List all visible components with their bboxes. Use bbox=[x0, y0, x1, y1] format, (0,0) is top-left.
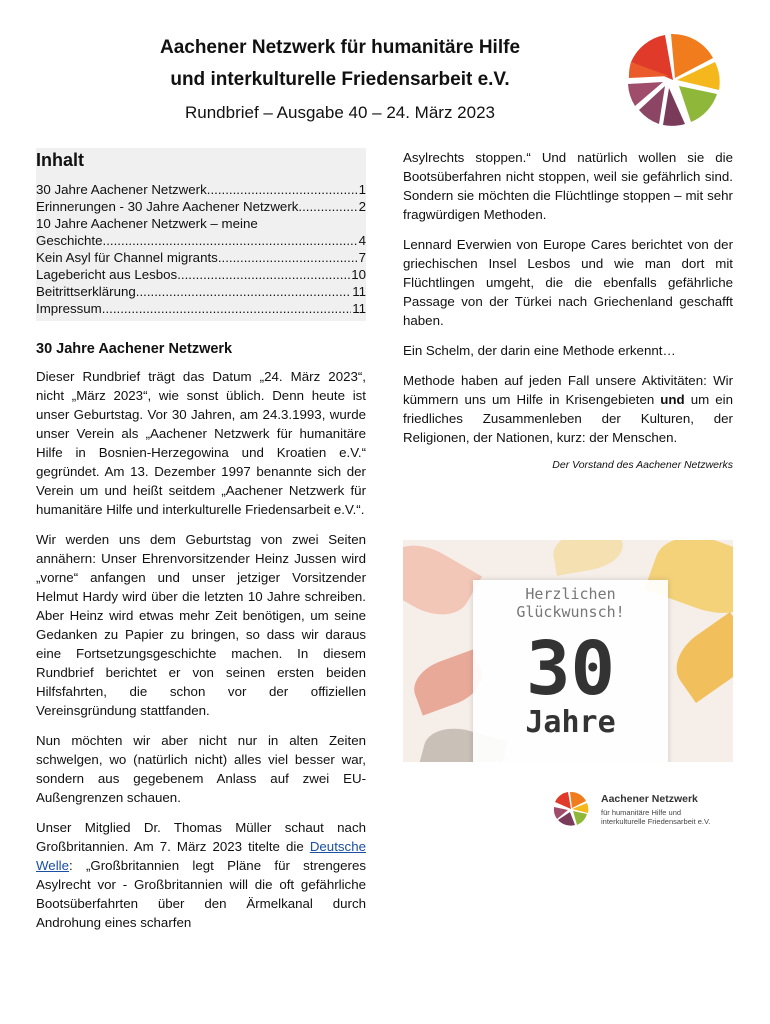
toc-entry-page: 2 bbox=[358, 199, 366, 214]
paragraph-text: : „Großbritannien legt Pläne für strengeres Asylrecht vor - Großbritannien will die oft gefährliche Bootsüberfahrten über den Ärmelkanal durch Androhung eines scharfen bbox=[36, 858, 366, 930]
toc-entry-label: Kein Asyl für Channel migrants bbox=[36, 250, 218, 265]
toc-entry-label: Beitrittserklärung bbox=[36, 284, 136, 299]
toc-entry-page: 10 bbox=[351, 267, 366, 282]
decorative-leaf bbox=[664, 612, 733, 703]
article-paragraph: Asylrechts stoppen.“ Und natürlich wollen sie die Bootsüberfahren nicht stoppen, weil sie gefährlich sind. Sondern sie möchten die Flüchtlinge stoppen – mit sehr fragwürdigen Methoden. bbox=[403, 150, 733, 222]
toc-entry[interactable] bbox=[36, 283, 366, 300]
table-of-contents bbox=[36, 148, 366, 321]
toc-entry-page: 11 bbox=[352, 284, 366, 299]
toc-heading: Inhalt bbox=[36, 150, 84, 170]
article-paragraph: Ein Schelm, der darin eine Methode erkennt… bbox=[403, 343, 676, 358]
card-org-subtitle bbox=[601, 808, 710, 826]
article-paragraph: Nun möchten wir aber nicht nur in alten Zeiten schwelgen, wo (natürlich nicht) alles viel besser war, sondern aus gegebenem Anlass auf zwei EU-Außengrenzen schauen. bbox=[36, 733, 366, 805]
toc-entry-page: 4 bbox=[358, 233, 366, 248]
toc-entry[interactable] bbox=[36, 249, 366, 266]
document-title-line2: und interkulturelle Friedensarbeit e.V. bbox=[170, 69, 510, 90]
article-right-column bbox=[403, 148, 733, 475]
toc-entry[interactable] bbox=[36, 198, 366, 215]
organization-logo bbox=[618, 30, 728, 130]
deutsche-welle-link[interactable]: Deutsche Welle bbox=[36, 839, 366, 873]
paragraph-text: Unser Mitglied Dr. Thomas Müller schaut nach Großbritannien. Am 7. März 2023 titelte die bbox=[36, 820, 366, 854]
toc-entry-label: Impressum bbox=[36, 301, 102, 316]
toc-entry-page: 1 bbox=[358, 182, 366, 197]
article-paragraph bbox=[36, 818, 366, 932]
paragraph-text: Methode haben auf jeden Fall unsere Aktivitäten: Wir kümmern uns um Hilfe in Krisengebieten bbox=[403, 373, 733, 407]
toc-entry-label: Erinnerungen - 30 Jahre Aachener Netzwerk bbox=[36, 199, 299, 214]
article-heading: 30 Jahre Aachener Netzwerk bbox=[36, 341, 233, 357]
card-org-sub-line2: interkulturelle Friedensarbeit e.V. bbox=[601, 817, 711, 826]
emphasis-text: und bbox=[660, 392, 685, 407]
card-number: 30 bbox=[525, 626, 616, 712]
toc-entry-label: Lagebericht aus Lesbos bbox=[36, 267, 178, 282]
toc-entry-page: 7 bbox=[358, 250, 366, 265]
toc-entry[interactable] bbox=[36, 266, 366, 283]
document-title-line1: Aachener Netzwerk für humanitäre Hilfe bbox=[159, 37, 521, 58]
card-org-sub-line1: für humanitäre Hilfe und bbox=[601, 808, 682, 817]
card-greeting: Herzlichen Glückwunsch! bbox=[516, 585, 625, 621]
signature: Der Vorstand des Aachener Netzwerks bbox=[552, 459, 733, 471]
small-logo-icon bbox=[551, 790, 591, 828]
article-left-column bbox=[36, 340, 366, 943]
toc-entry-label[interactable]: 10 Jahre Aachener Netzwerk – meine bbox=[36, 216, 258, 231]
article-paragraph: Dieser Rundbrief trägt das Datum „24. März 2023“, nicht „März 2023“, wie sonst üblich. Denn heute ist unser Geburtstag. Vor 30 Jahren, am 24.3.1993, wurde unser Verein als „Aachener Netzwerk für humanitäre Hilfe in Bosnien-Herzegowina und Kroatien e.V.“ gegründet. Am 13. Dezember 1997 benannte sich der Verein um und heißt seitdem „Aachener Netzwerk für humanitäre Hilfe und interkulturelle Friedensarbeit e.V.“. bbox=[36, 369, 366, 517]
article-paragraph bbox=[403, 371, 733, 447]
toc-entry[interactable] bbox=[36, 232, 366, 249]
toc-entry[interactable] bbox=[36, 300, 366, 317]
article-paragraph: Lennard Everwien von Europe Cares berichtet von der griechischen Insel Lesbos und wie man dort mit Flüchtlingen umgeht, die die ebenfalls gefährliche Passage von der Türkei nach Griechenland geschafft haben. bbox=[403, 237, 733, 328]
card-unit: Jahre bbox=[525, 705, 616, 740]
anniversary-card-image bbox=[403, 540, 733, 870]
decorative-leaf bbox=[550, 540, 626, 576]
decorative-leaf bbox=[403, 540, 482, 628]
toc-entry[interactable] bbox=[36, 181, 366, 198]
article-paragraph: Wir werden uns dem Geburtstag von zwei Seiten annähern: Unser Ehrenvorsitzender Heinz Jussen wird „vorne“ anfangen und unser jetziger Vorsitzender Helmut Hardy wird über die letzten 10 Jahre schreiben. Aber Heinz wird etwas mehr Zeit benötigen, um seine Gedanken zu Papier zu bringen, so dass wir daraus eine Fortsetzungsgeschichte machen. In diesem Rundbrief berichtet er von seinen ersten beiden Hilfsfahrten, die schon vor der offiziellen Vereinsgründung stattfanden. bbox=[36, 532, 366, 718]
toc-entry-label: 30 Jahre Aachener Netzwerk bbox=[36, 182, 207, 197]
document-subtitle: Rundbrief – Ausgabe 40 – 24. März 2023 bbox=[185, 103, 495, 122]
toc-entry-page: 11 bbox=[352, 301, 366, 316]
toc-entry-label-cont: Geschichte bbox=[36, 233, 103, 248]
paragraph-text: um ein friedliches Zusammenleben der Kulturen, der Religionen, der Nationen, kurz: der Menschen. bbox=[403, 392, 733, 445]
card-org-name: Aachener Netzwerk bbox=[601, 793, 698, 805]
